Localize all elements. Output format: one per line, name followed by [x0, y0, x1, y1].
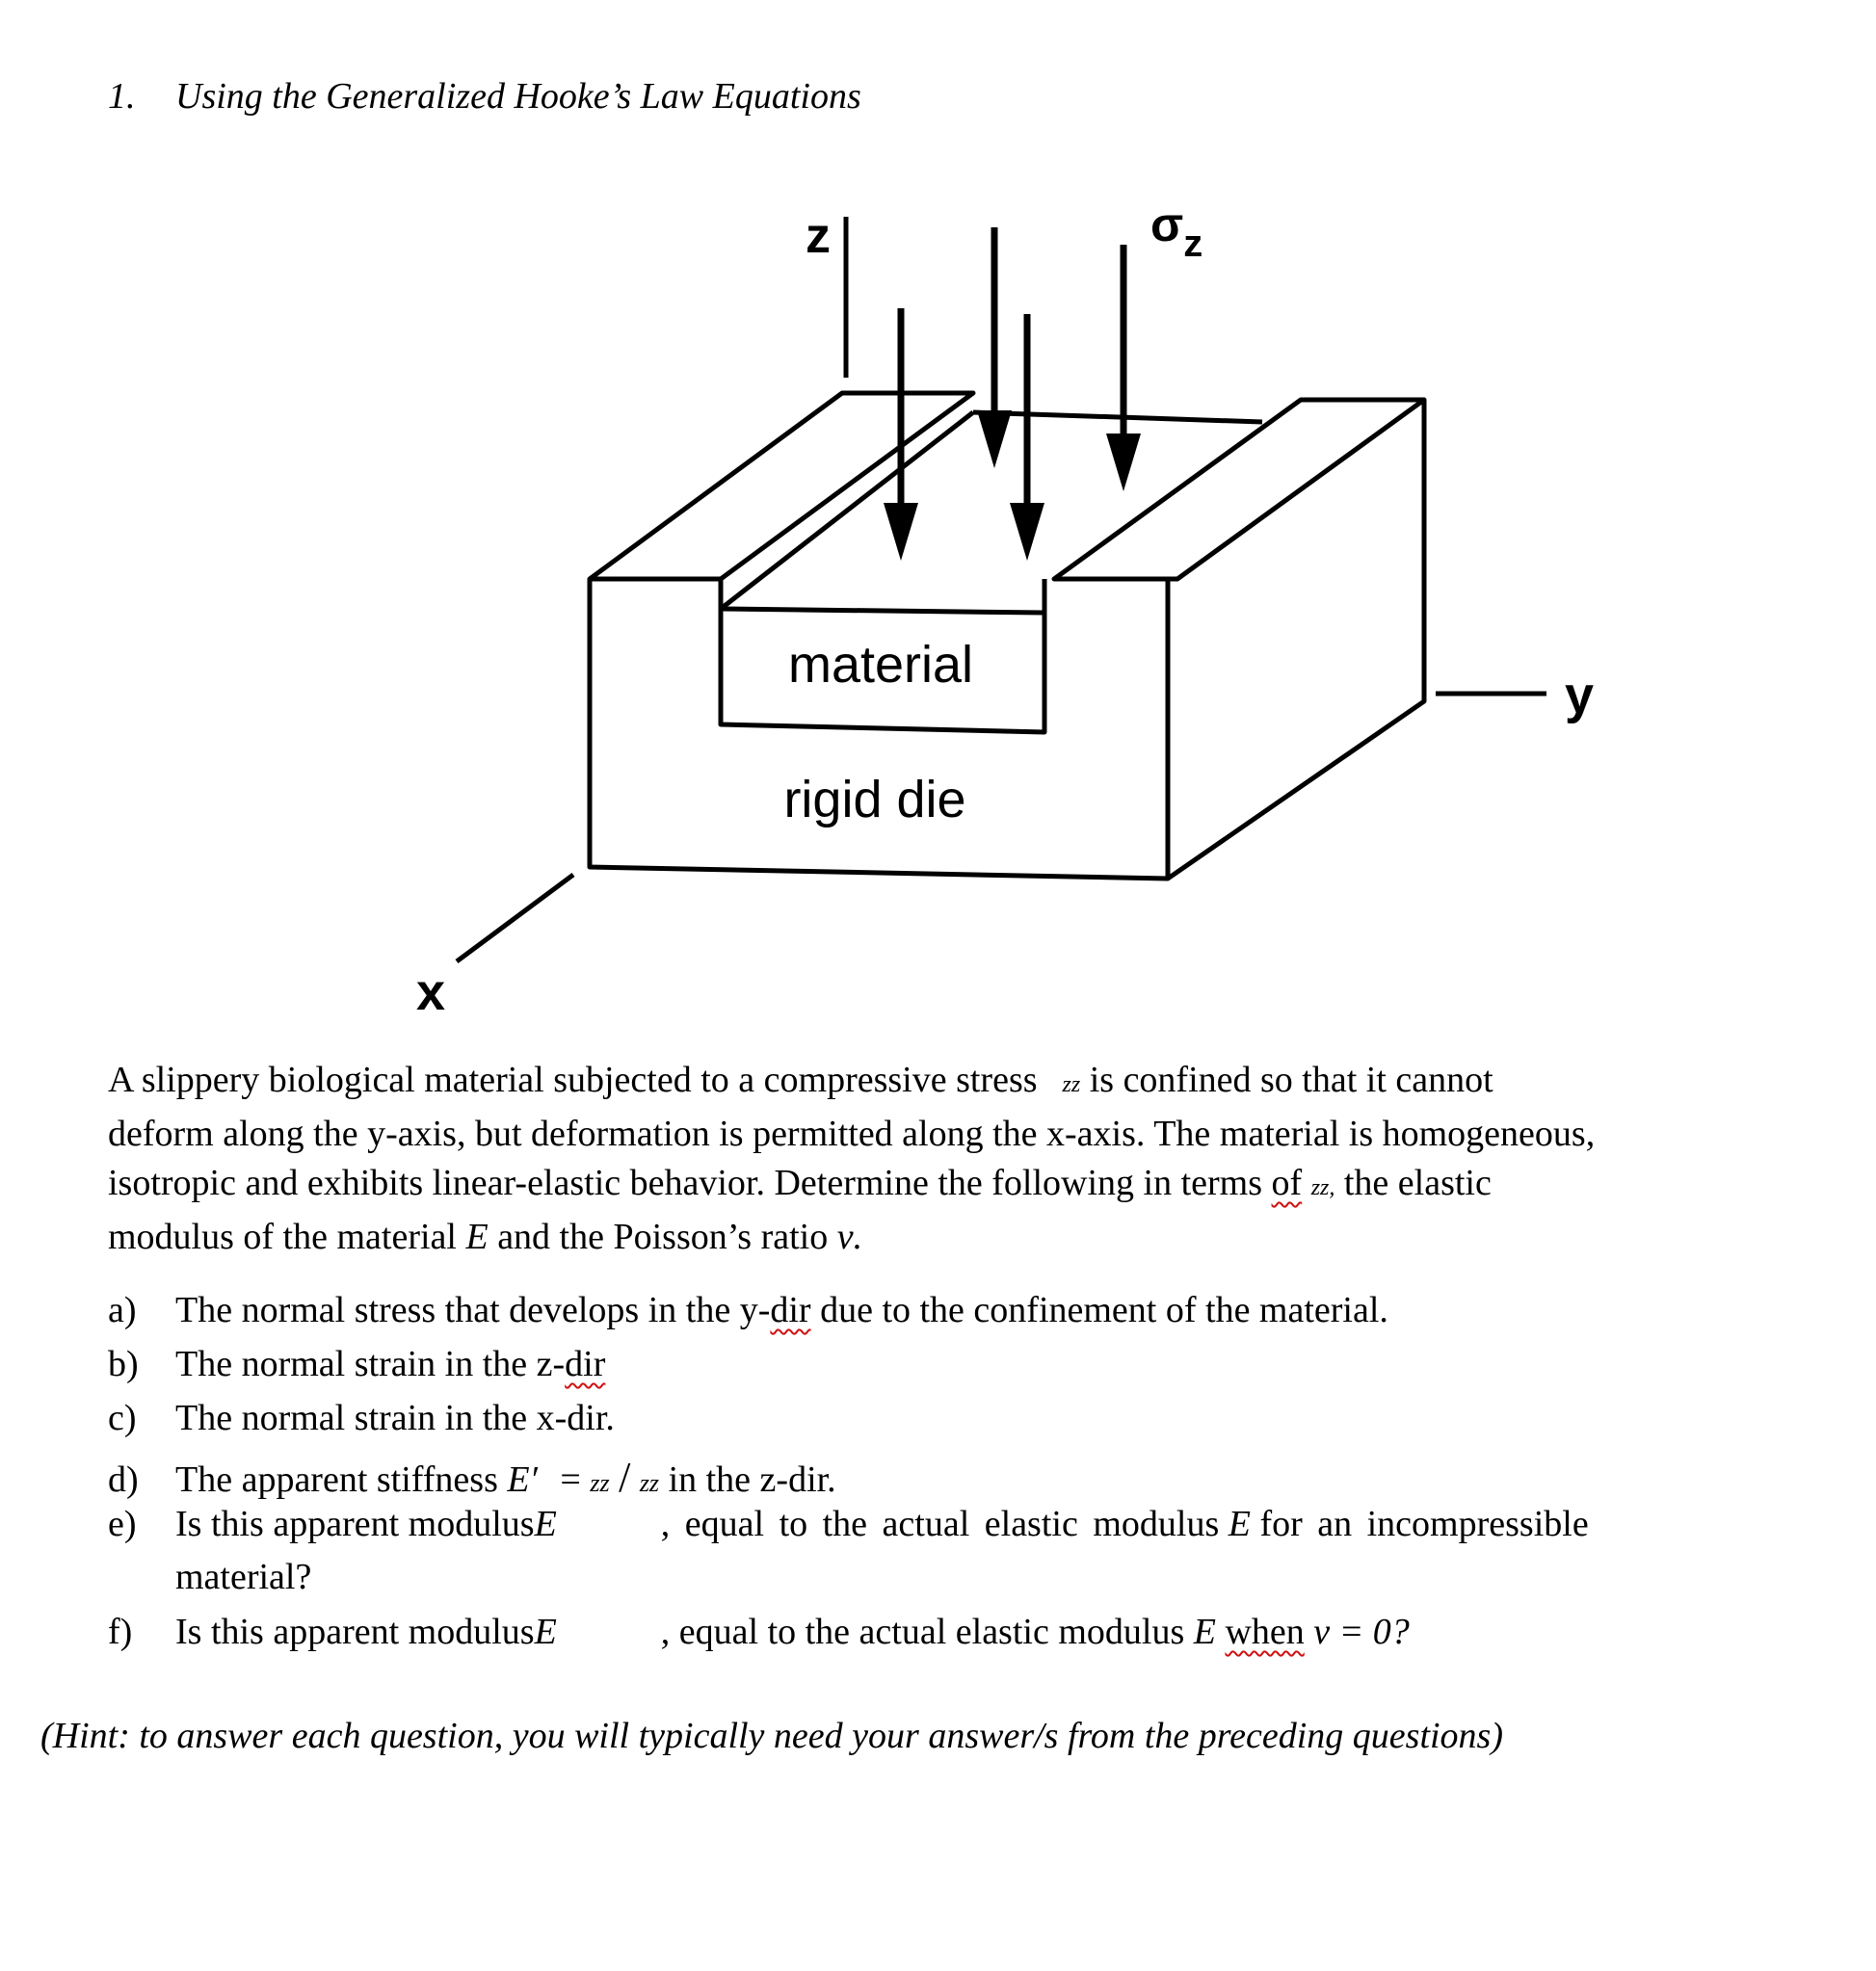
qf-text-b: , equal to the actual elastic modulus	[660, 1612, 1185, 1652]
problem-title: Using the Generalized Hooke’s Law Equations	[175, 76, 861, 117]
stress-arrow-3-head	[1010, 503, 1044, 561]
qb-text-a: The normal strain in the z-	[175, 1344, 566, 1384]
label-material: material	[787, 636, 974, 694]
qd-eq: =	[560, 1459, 581, 1500]
para-l1a: A slippery biological material subjected to a compressive stress	[108, 1060, 1038, 1100]
stress-arrow-1-head	[884, 503, 918, 561]
question-d	[108, 1453, 836, 1502]
problem-number: 1.	[108, 76, 136, 117]
qf-E2: E	[1193, 1612, 1216, 1652]
para-l3b: the elastic	[1343, 1163, 1492, 1203]
question-c	[108, 1397, 615, 1439]
qb-dir: dir	[565, 1344, 606, 1384]
qf-when: when	[1225, 1612, 1305, 1652]
question-e-label: e)	[108, 1504, 137, 1544]
qe-E2: E	[1228, 1504, 1251, 1544]
spell-flag-of: of	[1271, 1163, 1303, 1203]
label-stress-sigma	[1150, 197, 1202, 265]
label-rigid-die: rigid die	[783, 771, 966, 828]
qf-text-c: ν = 0?	[1313, 1612, 1410, 1652]
question-c-label: c)	[108, 1398, 137, 1438]
problem-paragraph	[108, 1056, 1804, 1262]
qa-text-a: The normal stress that develops in the y-	[175, 1290, 771, 1330]
para-l3a: isotropic and exhibits linear-elastic behavior. Determine the following in terms	[108, 1163, 1263, 1203]
question-e-continued	[108, 1556, 311, 1598]
qe-text-d: material?	[175, 1557, 312, 1597]
qd-sub2: zz	[639, 1469, 660, 1497]
x-axis-line	[457, 875, 573, 961]
qd-text-a: The apparent stiffness	[175, 1459, 498, 1500]
stress-sigma: σ	[1150, 197, 1184, 251]
label-axis-y: y	[1565, 667, 1595, 724]
qc-text: The normal strain in the x-dir.	[175, 1398, 615, 1438]
symbol-nu: ν.	[836, 1217, 863, 1257]
die-side-face	[1168, 400, 1424, 879]
hint-text: (Hint: to answer each question, you will typically need your answer/s from the preceding questions)	[40, 1716, 1503, 1756]
die-left-wall-top	[590, 393, 973, 579]
qa-text-b: due to the confinement of the material.	[820, 1290, 1388, 1330]
qe-text-a: Is this apparent modulus	[175, 1504, 535, 1544]
die-right-wall-top	[1054, 400, 1424, 579]
question-f	[108, 1611, 1410, 1653]
paragraph-line-4	[108, 1213, 1804, 1262]
material-top-left-edge	[721, 412, 973, 609]
qe-text-c: for an incompressible	[1259, 1504, 1589, 1544]
qe-E: E	[534, 1504, 557, 1544]
para-l4a: modulus of the material	[108, 1217, 457, 1257]
qf-text-a: Is this apparent modulus	[175, 1612, 535, 1652]
qe-text-b: , equal to the actual elastic modulus	[660, 1504, 1220, 1544]
question-e	[108, 1503, 1589, 1545]
paragraph-line-3	[108, 1159, 1804, 1213]
question-a-label: a)	[108, 1290, 137, 1330]
question-b	[108, 1343, 605, 1385]
stress-arrow-2-head	[977, 410, 1012, 468]
qd-text-b: in the z-dir.	[668, 1459, 836, 1500]
material-top-front-edge	[721, 609, 1044, 613]
para-l4b: and the Poisson’s ratio	[497, 1217, 829, 1257]
label-axis-x: x	[416, 963, 446, 1021]
qd-slash: /	[619, 1454, 631, 1501]
qd-sub1: zz	[590, 1469, 610, 1497]
stress-subscript: z	[1183, 223, 1203, 265]
symbol-E: E	[465, 1217, 489, 1257]
qf-E: E	[534, 1612, 557, 1652]
material-top-back-edge	[973, 412, 1262, 422]
question-a	[108, 1289, 1388, 1331]
sigma-zz-sub-2: zz,	[1310, 1175, 1335, 1200]
paragraph-line-1	[108, 1056, 1804, 1110]
question-d-label: d)	[108, 1459, 139, 1500]
label-axis-z: z	[806, 208, 831, 264]
paragraph-line-2: deform along the y-axis, but deformation is permitted along the x-axis. The material is homogeneous,	[108, 1114, 1596, 1154]
question-b-label: b)	[108, 1344, 139, 1384]
qa-dir: dir	[770, 1290, 811, 1330]
stress-arrow-4-head	[1106, 434, 1141, 491]
qd-e-prime: E′	[507, 1459, 538, 1500]
sigma-zz-sub-1: zz	[1062, 1072, 1081, 1097]
question-f-label: f)	[108, 1612, 133, 1652]
para-l1b: is confined so that it cannot	[1089, 1060, 1493, 1100]
